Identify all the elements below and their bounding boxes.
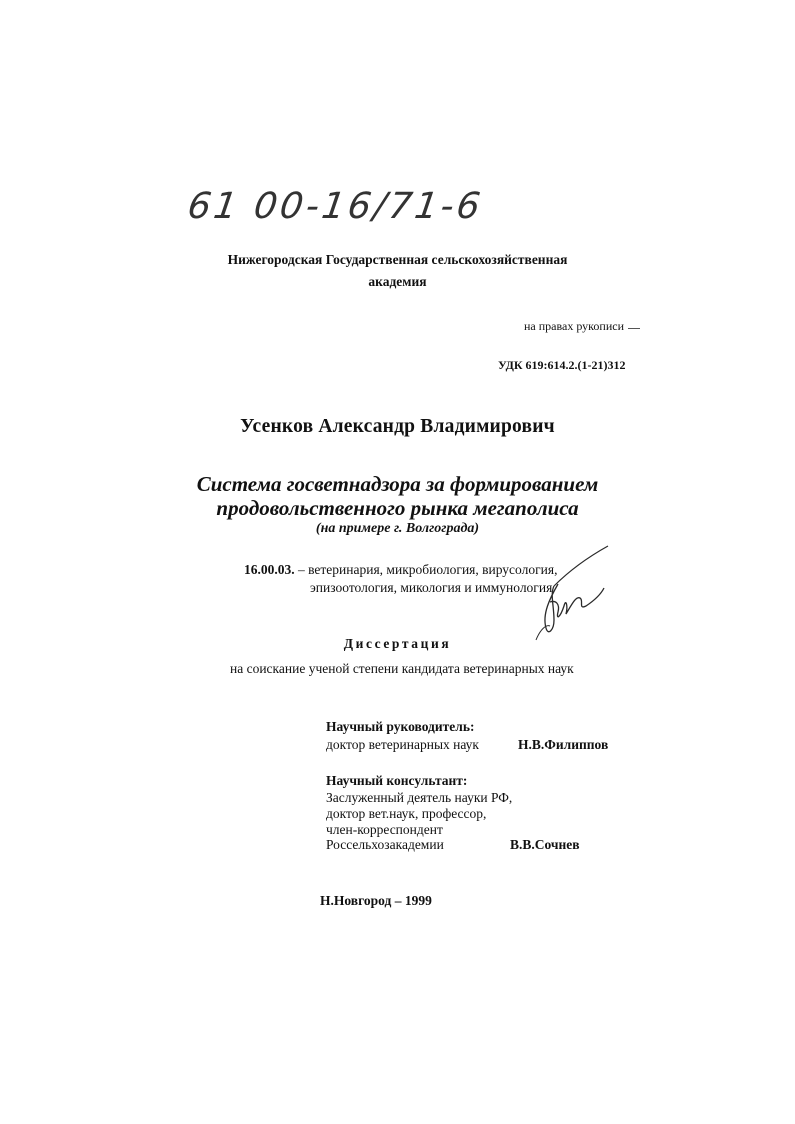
handwritten-signature [520, 540, 615, 650]
author-name: Усенков Александр Владимирович [240, 416, 555, 437]
consultant-credential-1: Заслуженный деятель науки РФ, [326, 790, 513, 805]
specialty-name-part-1: – ветеринария, микробиология, вирусология, [294, 562, 558, 577]
consultant-credential-3: член-корреспондент [326, 822, 443, 837]
institution-name: Нижегородская Государственная сельскохозяйственная [227, 252, 568, 267]
consultant-credential-4: Россельхозакадемии [326, 837, 444, 852]
supervisor-heading: Научный руководитель: [326, 719, 475, 734]
manuscript-rights-note: на правах рукописи [524, 319, 624, 333]
supervisor-name: Н.В.Филиппов [518, 737, 609, 752]
specialty-code: 16.00.03. [244, 562, 295, 577]
udk-code: УДК 619:614.2.(1-21)312 [498, 358, 626, 372]
specialty-name-part-2: эпизоотология, микология и иммунология [310, 580, 553, 595]
supervisor-title: доктор ветеринарных наук [326, 737, 479, 752]
dissertation-title-line-1: Система госветнадзора за формированием [196, 472, 599, 496]
handwritten-archive-code: 61 00-16/71-6 [185, 186, 486, 227]
document-type: Диссертация [343, 636, 452, 651]
specialty-line-1 [244, 562, 557, 578]
consultant-name: В.В.Сочнев [510, 837, 580, 852]
dissertation-subtitle: (на примере г. Волгограда) [315, 521, 480, 536]
consultant-credential-2: доктор вет.наук, профессор, [326, 806, 487, 821]
rights-underline [628, 328, 640, 329]
consultant-heading: Научный консультант: [326, 773, 468, 788]
city-and-year: Н.Новгород – 1999 [320, 893, 432, 908]
institution-name-continued: академия [368, 274, 427, 289]
dissertation-title-line-2: продовольственного рынка мегаполиса [216, 496, 579, 520]
degree-statement: на соискание ученой степени кандидата ветеринарных наук [230, 661, 574, 676]
